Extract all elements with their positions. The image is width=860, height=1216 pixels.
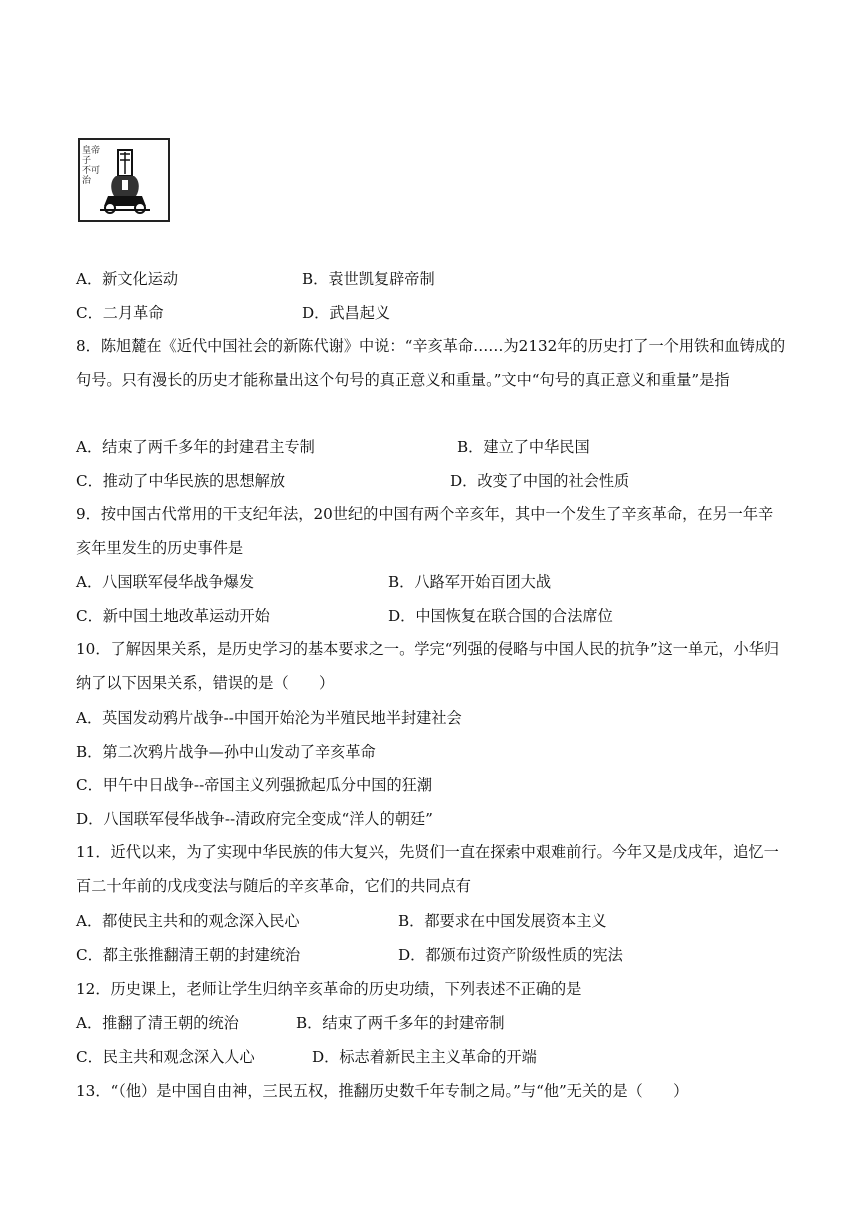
q12-option-a: A．推翻了清王朝的统治 — [76, 1014, 239, 1032]
q9-option-a: A．八国联军侵华战争爆发 — [76, 573, 255, 591]
q7-option-b: B．袁世凯复辟帝制 — [302, 270, 435, 288]
q10-stem: 10．了解因果关系，是历史学习的基本要求之一。学完“列强的侵略与中国人民的抗争”这一单元，小华归纳了以下因果关系，错误的是（ ） — [76, 640, 780, 692]
q8-option-b: B．建立了中华民国 — [457, 438, 590, 456]
q12-option-b: B．结束了两千多年的封建帝制 — [296, 1014, 505, 1032]
q11-option-b: B．都要求在中国发展资本主义 — [398, 912, 607, 930]
q10-option-a: A．英国发动鸦片战争--中国开始沦为半殖民地半封建社会 — [76, 709, 462, 727]
q9-option-c: C．新中国土地改革运动开始 — [76, 607, 270, 625]
q8-option-c: C．推动了中华民族的思想解放 — [76, 472, 286, 490]
q9-option-b: B．八路军开始百团大战 — [388, 573, 552, 591]
q9-option-d: D．中国恢复在联合国的合法席位 — [388, 607, 613, 625]
q8-option-d: D．改变了中国的社会性质 — [450, 472, 630, 490]
q9-stem: 9．按中国古代常用的干支纪年法，20世纪的中国有两个辛亥年，其中一个发生了辛亥革命，在另一年辛亥年里发生的历史事件是 — [76, 505, 774, 557]
cartoon-figure — [78, 138, 170, 222]
q10-option-c: C．甲午中日战争--帝国主义列强掀起瓜分中国的狂潮 — [76, 776, 433, 794]
q11-option-d: D．都颁布过资产阶级性质的宪法 — [398, 946, 623, 964]
q7-option-a: A．新文化运动 — [76, 270, 179, 288]
q10-option-d: D．八国联军侵华战争--清政府完全变成“洋人的朝廷” — [76, 810, 433, 828]
q12-stem: 12．历史课上，老师让学生归纳辛亥革命的历史功绩，下列表述不正确的是 — [76, 980, 582, 998]
cartoon-caption: 皇帝子 不可治 — [82, 146, 101, 186]
q7-option-d: D．武昌起义 — [302, 304, 391, 322]
q12-option-c: C．民主共和观念深入人心 — [76, 1048, 255, 1066]
q7-option-c: C．二月革命 — [76, 304, 164, 322]
q13-stem: 13．“（他）是中国自由神，三民五权，推翻历史数千年专制之局。”与“他”无关的是（ ） — [76, 1082, 689, 1100]
q12-option-d: D．标志着新民主主义革命的开端 — [312, 1048, 537, 1066]
q10-option-b: B．第二次鸦片战争—孙中山发动了辛亥革命 — [76, 743, 376, 761]
q8-option-a: A．结束了两千多年的封建君主专制 — [76, 438, 315, 456]
q8-stem: 8．陈旭麓在《近代中国社会的新陈代谢》中说：“辛亥革命……为2132年的历史打了一个用铁和血铸成的句号。只有漫长的历史才能称量出这个句号的真正意义和重量。”文中“句号的真正意义和重量”是指 — [76, 337, 786, 389]
q11-option-a: A．都使民主共和的观念深入民心 — [76, 912, 300, 930]
q11-stem: 11．近代以来，为了实现中华民族的伟大复兴，先贤们一直在探索中艰难前行。今年又是戊戌年，追忆一百二十年前的戊戌变法与随后的辛亥革命，它们的共同点有 — [76, 843, 779, 895]
q11-option-c: C．都主张推翻清王朝的封建统治 — [76, 946, 301, 964]
